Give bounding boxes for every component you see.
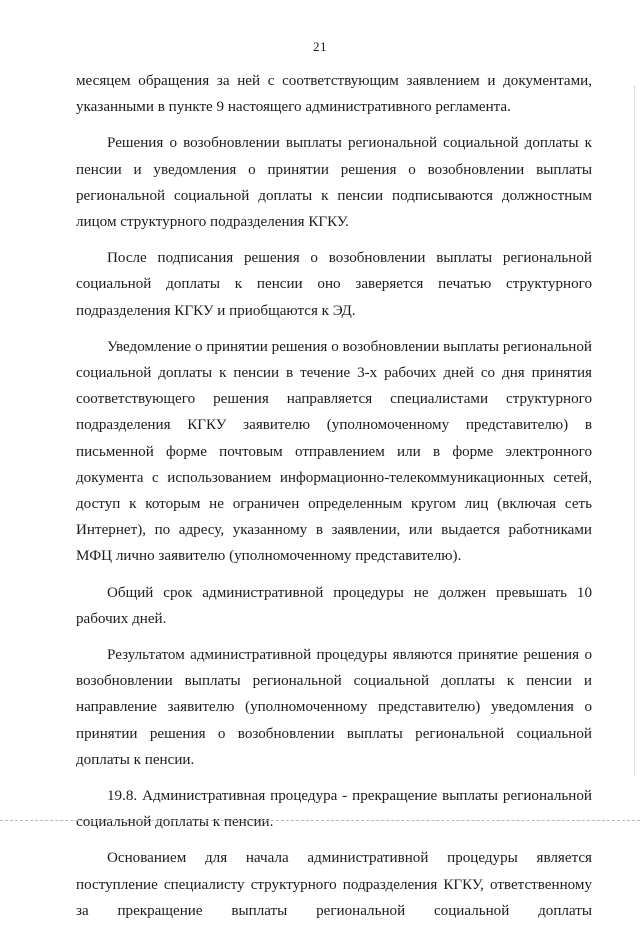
paragraph: Уведомление о принятии решения о возобновлении выплаты региональной социальной доплаты к пенсии в течение 3-х рабочих дней со дня принятия соответствующего решения направляется специалистами структурного подразделения КГКУ заявителю (уполномоченному представителю) в письменной форме почтовым отправлением или в форме электронного документа с использованием информационно-телекоммуникационных сетей, доступ к которым не ограничен определенным кругом лиц (включая сеть Интернет), по адресу, указанному в заявлении, или выдается работниками МФЦ лично заявителю (уполномоченному представителю).: [76, 338, 592, 565]
paragraph: 19.8. Административная процедура - прекращение выплаты региональной социальной доплаты к пенсии.: [76, 788, 592, 831]
paragraph: Основанием для начала административной процедуры является поступление специалисту структурного подразделения КГКУ, ответственному за прекращение выплаты региональной социальной доплаты: [76, 850, 592, 919]
scan-edge-artifact: [634, 86, 635, 776]
paragraph: Общий срок административной процедуры не должен превышать 10 рабочих дней.: [76, 584, 592, 627]
page-number: 21: [313, 39, 327, 54]
paragraph: месяцем обращения за ней с соответствующим заявлением и документами, указанными в пункте 9 настоящего административного регламента.: [76, 73, 592, 116]
scan-artifact-line: [0, 820, 640, 821]
paragraph: Решения о возобновлении выплаты региональной социальной доплаты к пенсии и уведомления о принятии решения о возобновлении выплаты региональной социальной доплаты к пенсии подписываются должностным лицом структурного подразделения КГКУ.: [76, 135, 592, 231]
paragraph: После подписания решения о возобновлении выплаты региональной социальной доплаты к пенсии оно заверяется печатью структурного подразделения КГКУ и приобщаются к ЭД.: [76, 250, 592, 319]
document-body: [76, 68, 592, 934]
paragraph: Результатом административной процедуры являются принятие решения о возобновлении выплаты региональной социальной доплаты к пенсии и направление заявителю (уполномоченному представителю) уведомления о принятии решения о возобновлении выплаты региональной социальной доплаты к пенсии.: [76, 647, 592, 768]
